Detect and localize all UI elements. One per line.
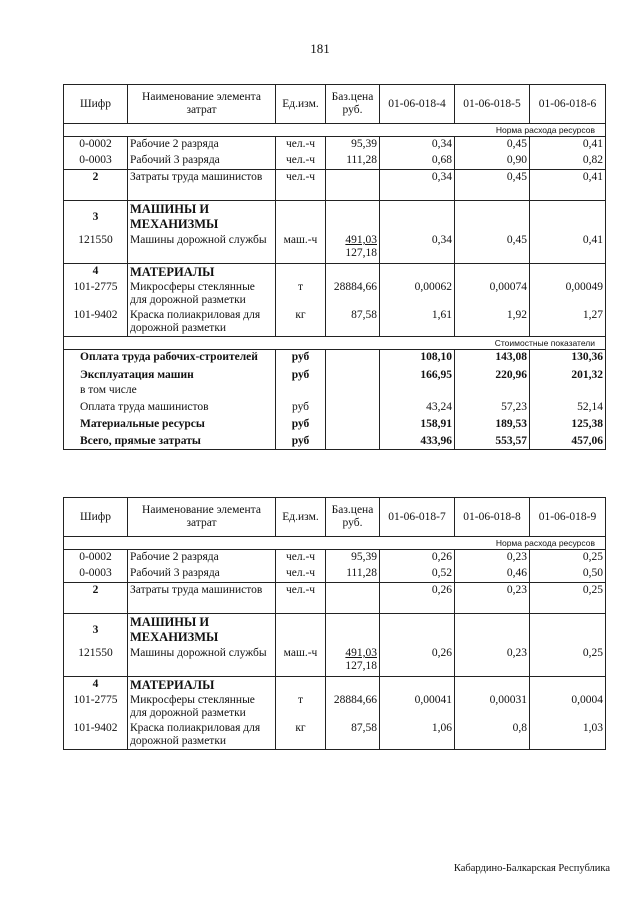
header-code: Шифр	[64, 85, 128, 124]
row-value: 0,41	[530, 233, 606, 264]
row-code: 2	[64, 170, 128, 201]
row-value: 0,82	[530, 153, 606, 170]
cost-row	[64, 365, 606, 383]
row-unit: чел.-ч	[276, 566, 326, 583]
section-title: МАШИНЫ И МЕХАНИЗМЫ	[128, 614, 276, 647]
row-price: 95,39	[326, 137, 380, 154]
row-value: 0,34	[380, 137, 455, 154]
row-value: 0,23	[455, 550, 530, 567]
row-value: 0,50	[530, 566, 606, 583]
row-code: 0-0002	[64, 550, 128, 567]
cost-row	[64, 432, 606, 450]
row-code: 0-0003	[64, 566, 128, 583]
table-row	[64, 550, 606, 567]
row-code: 101-9402	[64, 721, 128, 750]
section-row	[64, 264, 606, 281]
row-unit: чел.-ч	[276, 153, 326, 170]
row-value: 0,34	[380, 233, 455, 264]
table-header-row	[64, 85, 606, 124]
cost-unit: руб	[276, 398, 326, 415]
header-col-2: 01-06-018-8	[455, 498, 530, 537]
section-code: 3	[64, 614, 128, 647]
row-value: 0,00049	[530, 280, 606, 308]
resource-table-2	[63, 497, 606, 750]
header-name: Наименование элемента затрат	[128, 498, 276, 537]
cost-value: 143,08	[455, 350, 530, 366]
row-name: Микросферы стеклянные для дорожной разметки	[128, 280, 276, 308]
table-row	[64, 308, 606, 337]
row-price: 111,28	[326, 566, 380, 583]
row-price: 87,58	[326, 308, 380, 337]
row-value: 1,03	[530, 721, 606, 750]
row-value: 0,45	[455, 233, 530, 264]
row-unit: кг	[276, 308, 326, 337]
cost-value: 52,14	[530, 398, 606, 415]
row-value: 1,27	[530, 308, 606, 337]
row-value: 0,26	[380, 646, 455, 677]
table-row	[64, 566, 606, 583]
header-name: Наименование элемента затрат	[128, 85, 276, 124]
table-row	[64, 280, 606, 308]
header-code: Шифр	[64, 498, 128, 537]
row-unit: маш.-ч	[276, 233, 326, 264]
row-value: 0,45	[455, 170, 530, 201]
row-value: 0,8	[455, 721, 530, 750]
cost-value: 125,38	[530, 415, 606, 432]
row-unit: чел.-ч	[276, 137, 326, 154]
row-code: 101-9402	[64, 308, 128, 337]
cost-value: 130,36	[530, 350, 606, 366]
row-name: Машины дорожной службы	[128, 646, 276, 677]
row-value: 0,90	[455, 153, 530, 170]
row-name: Машины дорожной службы	[128, 233, 276, 264]
header-col-3: 01-06-018-6	[530, 85, 606, 124]
row-unit: кг	[276, 721, 326, 750]
cost-value: 158,91	[380, 415, 455, 432]
row-price: 87,58	[326, 721, 380, 750]
header-col-3: 01-06-018-9	[530, 498, 606, 537]
row-unit: маш.-ч	[276, 646, 326, 677]
cost-value: 201,32	[530, 365, 606, 383]
row-value: 0,0004	[530, 693, 606, 721]
row-price: 28884,66	[326, 693, 380, 721]
row-price	[326, 233, 380, 264]
page-number: 181	[310, 41, 330, 56]
row-value: 0,23	[455, 646, 530, 677]
row-unit: чел.-ч	[276, 550, 326, 567]
section-row	[64, 677, 606, 694]
cost-unit: руб	[276, 415, 326, 432]
row-value: 1,92	[455, 308, 530, 337]
row-price	[326, 583, 380, 614]
row-value: 0,34	[380, 170, 455, 201]
row-price: 111,28	[326, 153, 380, 170]
header-col-1: 01-06-018-7	[380, 498, 455, 537]
row-code: 101-2775	[64, 280, 128, 308]
footer-region: Кабардино-Балкарская Республика	[453, 863, 610, 874]
row-unit: чел.-ч	[276, 170, 326, 201]
row-value: 0,25	[530, 583, 606, 614]
cost-name: Материальные ресурсы	[64, 415, 276, 432]
cost-unit: руб	[276, 432, 326, 450]
cost-name: Эксплуатация машин	[64, 365, 276, 383]
cost-unit: руб	[276, 365, 326, 383]
cost-value: 189,53	[455, 415, 530, 432]
row-price	[326, 646, 380, 677]
cost-row	[64, 383, 606, 398]
row-code: 2	[64, 583, 128, 614]
row-value: 1,06	[380, 721, 455, 750]
header-price: Баз.цена руб.	[326, 498, 380, 537]
row-value: 0,46	[455, 566, 530, 583]
cost-name: в том числе	[64, 383, 276, 398]
row-code: 121550	[64, 646, 128, 677]
cost-row	[64, 350, 606, 366]
cost-value: 553,57	[455, 432, 530, 450]
cost-name: Оплата труда рабочих-строителей	[64, 350, 276, 366]
row-price: 95,39	[326, 550, 380, 567]
table-row	[64, 233, 606, 264]
row-value: 0,00062	[380, 280, 455, 308]
price-numerator: 491,03	[345, 234, 377, 246]
cost-value: 108,10	[380, 350, 455, 366]
row-name: Рабочий 3 разряда	[128, 153, 276, 170]
section-code: 4	[64, 264, 128, 281]
row-name: Краска полиакриловая для дорожной разметки	[128, 308, 276, 337]
cost-value: 457,06	[530, 432, 606, 450]
price-denominator: 127,18	[345, 247, 377, 259]
cost-name: Всего, прямые затраты	[64, 432, 276, 450]
row-name: Рабочие 2 разряда	[128, 137, 276, 154]
header-unit: Ед.изм.	[276, 498, 326, 537]
section-title: МАТЕРИАЛЫ	[128, 264, 276, 281]
row-value: 0,26	[380, 583, 455, 614]
row-code: 101-2775	[64, 693, 128, 721]
row-code: 121550	[64, 233, 128, 264]
table-header-row	[64, 498, 606, 537]
row-value: 0,45	[455, 137, 530, 154]
price-denominator: 127,18	[345, 660, 377, 672]
row-value: 0,00031	[455, 693, 530, 721]
row-value: 0,25	[530, 550, 606, 567]
row-name: Рабочие 2 разряда	[128, 550, 276, 567]
cost-label-row	[64, 337, 606, 350]
row-code: 0-0003	[64, 153, 128, 170]
cost-name: Оплата труда машинистов	[64, 398, 276, 415]
table-row	[64, 583, 606, 614]
header-col-1: 01-06-018-4	[380, 85, 455, 124]
table-row	[64, 170, 606, 201]
row-value: 0,41	[530, 170, 606, 201]
header-col-2: 01-06-018-5	[455, 85, 530, 124]
cost-value: 220,96	[455, 365, 530, 383]
norm-label: Норма расхода ресурсов	[64, 537, 606, 550]
header-price: Баз.цена руб.	[326, 85, 380, 124]
cost-unit: руб	[276, 350, 326, 366]
row-name: Рабочий 3 разряда	[128, 566, 276, 583]
row-value: 0,25	[530, 646, 606, 677]
row-value: 0,00041	[380, 693, 455, 721]
section-row	[64, 201, 606, 234]
row-name: Затраты труда машинистов	[128, 583, 276, 614]
cost-value: 166,95	[380, 365, 455, 383]
resource-table-1	[63, 84, 606, 450]
section-title: МАТЕРИАЛЫ	[128, 677, 276, 694]
table-row	[64, 153, 606, 170]
cost-label: Стоимостные показатели	[64, 337, 606, 350]
row-value: 0,68	[380, 153, 455, 170]
section-code: 3	[64, 201, 128, 234]
cost-row	[64, 398, 606, 415]
row-name: Затраты труда машинистов	[128, 170, 276, 201]
table-row	[64, 646, 606, 677]
norm-label-row	[64, 124, 606, 137]
row-unit: чел.-ч	[276, 583, 326, 614]
row-price	[326, 170, 380, 201]
section-code: 4	[64, 677, 128, 694]
row-value: 0,23	[455, 583, 530, 614]
price-numerator: 491,03	[345, 647, 377, 659]
header-unit: Ед.изм.	[276, 85, 326, 124]
row-value: 1,61	[380, 308, 455, 337]
row-price: 28884,66	[326, 280, 380, 308]
cost-value: 57,23	[455, 398, 530, 415]
row-name: Микросферы стеклянные для дорожной разметки	[128, 693, 276, 721]
norm-label: Норма расхода ресурсов	[64, 124, 606, 137]
row-value: 0,52	[380, 566, 455, 583]
table-row	[64, 137, 606, 154]
cost-value: 43,24	[380, 398, 455, 415]
cost-row	[64, 415, 606, 432]
row-value: 0,26	[380, 550, 455, 567]
cost-value: 433,96	[380, 432, 455, 450]
section-row	[64, 614, 606, 647]
section-title: МАШИНЫ И МЕХАНИЗМЫ	[128, 201, 276, 234]
table-row	[64, 721, 606, 750]
row-value: 0,00074	[455, 280, 530, 308]
table-row	[64, 693, 606, 721]
row-name: Краска полиакриловая для дорожной разметки	[128, 721, 276, 750]
row-code: 0-0002	[64, 137, 128, 154]
row-unit: т	[276, 693, 326, 721]
row-value: 0,41	[530, 137, 606, 154]
norm-label-row	[64, 537, 606, 550]
row-unit: т	[276, 280, 326, 308]
